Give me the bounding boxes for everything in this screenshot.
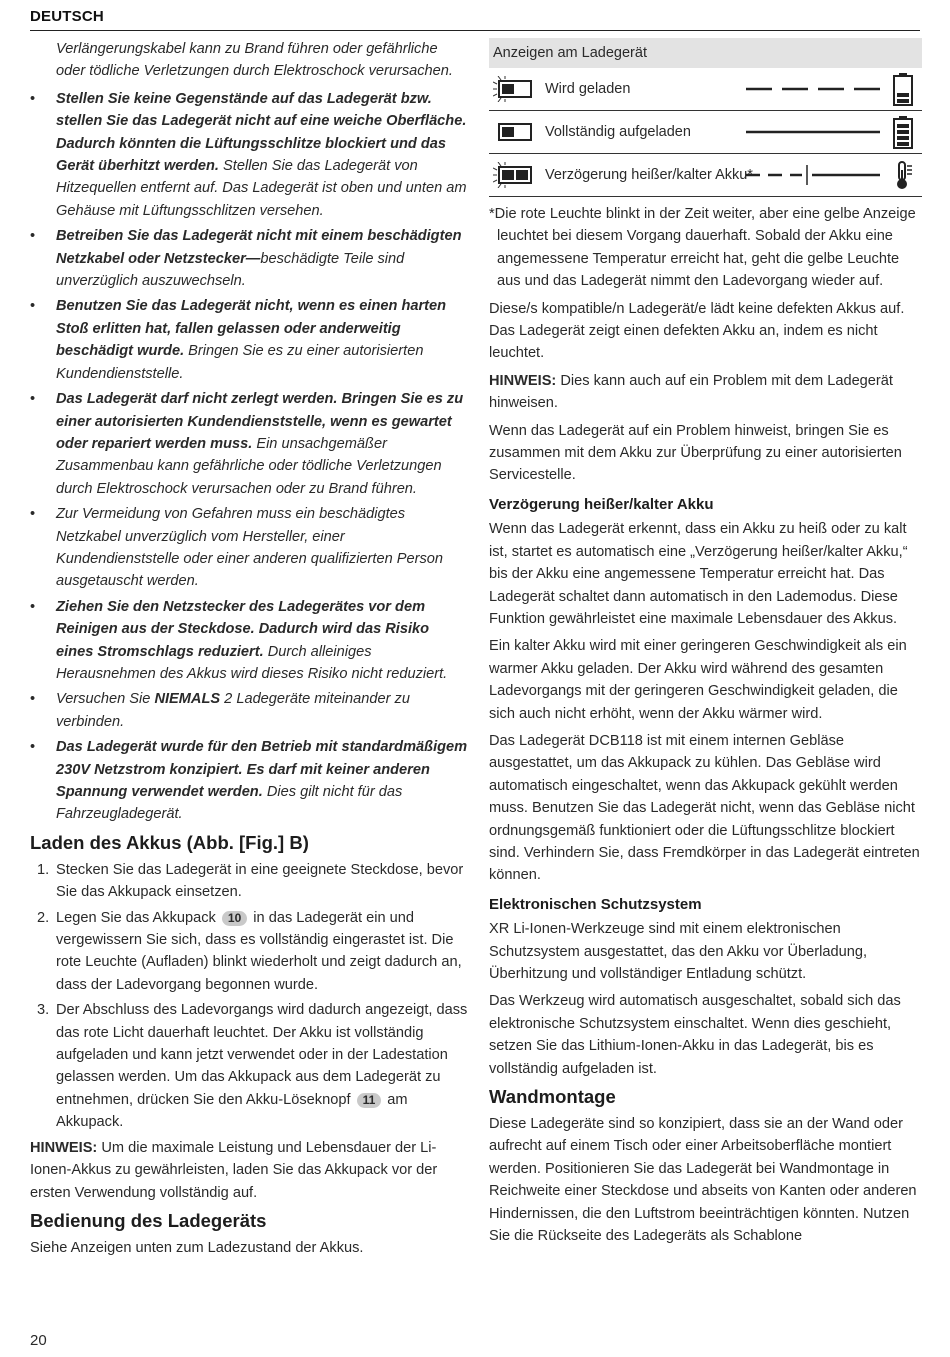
body-text: Versuchen Sie: [56, 691, 155, 708]
dash-solid-line-icon: [744, 162, 884, 188]
list-item: [30, 503, 468, 593]
step-number: 1.: [37, 861, 50, 878]
list-item: [30, 388, 468, 500]
subsection-heading: Elektronischen Schutzsystem: [489, 895, 702, 913]
bold-text: Betreiben Sie das Ladegerät nicht mit einem beschädigten Netzkabel oder Netzstecker—: [56, 228, 462, 267]
right-column: [489, 38, 922, 1252]
numbered-step: [30, 999, 468, 1133]
table-row: [489, 111, 922, 154]
body-text: Zur Vermeidung von Gefahren muss ein beschädigtes Netzkabel unverzüglich vom Hersteller, einer Kundendienststelle oder einer anderen qualifizierten Person ausgetauscht werden.: [56, 506, 443, 590]
blinking-light-icon: [493, 162, 533, 188]
language-label: DEUTSCH: [30, 8, 104, 25]
list-item: [30, 596, 468, 686]
indicator-table: [489, 38, 922, 197]
bold-text: Das Ladegerät darf nicht zerlegt werden. Bringen Sie es zu einer autorisierten Kundendienststelle, wenn es gewartet oder repariert werden muss.: [56, 391, 464, 452]
note-label: HINWEIS:: [30, 1139, 98, 1156]
battery-charging-icon: [891, 72, 915, 106]
bullet-icon: •: [30, 391, 36, 408]
paragraph: Diese/s kompatible/n Ladegerät/e lädt keine defekten Akkus auf. Das Ladegerät zeigt einen defekten Akku an, indem es nicht leuchtet.: [489, 300, 905, 362]
step-number: 2.: [37, 909, 50, 926]
indicator-label: Verzögerung heißer/kalter Akku*: [545, 167, 753, 183]
step-text: Der Abschluss des Ladevorgangs wird dadurch angezeigt, dass das rote Licht dauerhaft leuchtet. Der Akku ist vollständig aufgeladen und kann jetzt verwendet oder in der Ladestation gelassen werden. Um das Akkupack aus dem Ladegerät zu entnehmen, drücken Sie den Akku-Löseknopf: [56, 1002, 468, 1108]
body-text: Bringen Sie es zu einer autorisierten Kundendienststelle.: [56, 343, 424, 382]
indicator-label: Vollständig aufgeladen: [545, 124, 691, 140]
page-number: 20: [30, 1332, 47, 1349]
note-paragraph: [489, 370, 922, 415]
step-text: in das Ladegerät ein und vergewissern Sie sich, dass es vollständig eingerastet ist. Die rote Leuchte (Aufladen) blinkt wiederholt und zeigt dadurch an, dass der Ladevorgang begonnen wurde.: [56, 909, 462, 993]
numbered-step: [30, 859, 468, 904]
bullet-icon: •: [30, 598, 36, 615]
list-item: [30, 295, 468, 385]
bullet-icon: •: [30, 739, 36, 756]
indicator-label: Wird geladen: [545, 81, 631, 97]
table-row: [489, 68, 922, 111]
continued-text: Verlängerungskabel kann zu Brand führen oder gefährliche oder tödliche Verletzungen durch Elektroschock verursachen.: [56, 41, 453, 80]
bold-text: NIEMALS: [154, 691, 221, 708]
body-text: Durch alleiniges Herausnehmen des Akkus wird dieses Risiko nicht reduziert.: [56, 643, 448, 682]
body-text: 2 Ladegeräte miteinander zu verbinden.: [56, 691, 410, 730]
body-text: beschädigte Teile sind unverzüglich auszuwechseln.: [56, 250, 405, 290]
bullet-icon: •: [30, 90, 36, 107]
step-number: 3.: [37, 1002, 50, 1019]
step-text: Legen Sie das Akkupack: [56, 909, 220, 926]
subsection-heading: Verzögerung heißer/kalter Akku: [489, 495, 714, 513]
paragraph: Ein kalter Akku wird mit einer geringeren Geschwindigkeit als ein warmer Akku geladen. Der Akku wird während des gesamten Ladevorgangs mit der geringeren Geschwindigkeit geladen, die sich auch nicht erhöht, wenn der Akku wärmer wird.: [489, 638, 907, 722]
note-text: Um die maximale Leistung und Lebensdauer der Li-Ionen-Akkus zu gewährleisten, laden Sie das Akkupack vor der ersten Verwendung vollständig auf.: [30, 1139, 438, 1201]
list-item: [30, 736, 468, 826]
bold-text: Das Ladegerät wurde für den Betrieb mit standardmäßigem 230V Netzstrom konzipiert. Es darf mit keiner anderen Spannung verwendet werden.: [56, 739, 468, 800]
section-heading: Wandmontage: [489, 1086, 616, 1108]
bullet-icon: •: [30, 506, 36, 523]
callout-badge: 10: [222, 911, 247, 926]
thermometer-icon: [891, 158, 915, 192]
step-text: am Akkupack.: [56, 1091, 408, 1131]
bullet-icon: •: [30, 298, 36, 315]
numbered-step: [30, 907, 468, 997]
section-heading: Bedienung des Ladegeräts: [30, 1209, 267, 1231]
footnote: *Die rote Leuchte blinkt in der Zeit weiter, aber eine gelbe Anzeige leuchtet bei diesem Vorgang dauerhaft. Sobald der Akku eine angemessene Temperatur erreicht hat, geht die gelbe Leuchte aus und das Ladegerät nimmt den Ladevorgang wieder auf.: [489, 206, 916, 290]
bold-text: Benutzen Sie das Ladegerät nicht, wenn es einen harten Stoß erlitten hat, fallen gelassen oder anderweitig beschädigt wurde.: [56, 298, 447, 360]
paragraph: Das Ladegerät DCB118 ist mit einem internen Gebläse ausgestattet, um das Akkupack zu kühlen. Das Gebläse wird automatisch eingeschaltet, wenn das Akkupack gekühlt werden muss. Benutzen Sie das Ladegerät nicht, wenn das Gebläse nicht ordnungsgemäß funktioniert oder die Lüftungsschlitze blockiert sind. Verhindern Sie, dass Fremdkörper in das Ladegerät eintreten können.: [489, 732, 920, 884]
solid-line-icon: [744, 119, 884, 145]
paragraph: Diese Ladegeräte sind so konzipiert, dass sie an der Wand oder aufrecht auf einem Tisch oder einer Arbeitsoberfläche montiert werden. Positionieren Sie das Ladegerät bei Wandmontage in Reichweite einer Steckdose und abseits von Kanten oder anderen Hindernissen, die den Luftstrom beeinträchtigen könnten. Nutzen Sie die Rückseite des Ladegeräts als Schablone: [489, 1116, 917, 1245]
body-text: Dies gilt nicht für das Fahrzeugladegerät.: [56, 784, 403, 823]
list-item: [30, 88, 468, 222]
page-header: [30, 8, 920, 31]
bold-text: Stellen Sie keine Gegenstände auf das Ladegerät bzw. stellen Sie das Ladegerät nicht auf eine weiche Oberfläche. Dadurch könnten die Lüftungsschlitze blockiert und das Gerät überhitzt werden.: [56, 90, 467, 175]
paragraph: XR Li-Ionen-Werkzeuge sind mit einem elektronischen Schutzsystem ausgestattet, das den Akku vor Überladung, Überhitzung und vollständiger Entladung schützt.: [489, 921, 868, 982]
blinking-light-icon: [493, 76, 533, 102]
dashed-line-icon: [744, 76, 884, 102]
bold-text: Ziehen Sie den Netzstecker des Ladegerätes vor dem Reinigen aus der Steckdose. Dadurch wird das Risiko eines Stromschlags reduziert.: [56, 598, 430, 660]
note-paragraph: [30, 1137, 468, 1204]
paragraph: Wenn das Ladegerät erkennt, dass ein Akku zu heiß oder zu kalt ist, startet es automatisch eine „Verzögerung heißer/kalter Akku,“ bis der Akku eine angemessene Temperatur erreicht hat. Das Ladegerät schaltet dann automatisch in den Lademodus. Diese Funktion gewährleistet eine maximale Lebensdauer des Akkus.: [489, 521, 908, 627]
paragraph: Wenn das Ladegerät auf ein Problem hinweist, bringen Sie es zusammen mit dem Akku zur Überprüfung zu einer autorisierten Servicestelle.: [489, 422, 902, 484]
list-item: [30, 688, 468, 733]
steady-light-icon: [493, 119, 533, 145]
battery-full-icon: [891, 115, 915, 149]
paragraph: Das Werkzeug wird automatisch ausgeschaltet, sobald sich das elektronische Schutzsystem einschaltet. Wenn dies geschieht, setzen Sie das Lithium-Ionen-Akku in das Ladegerät, bis es vollständig aufgeladen ist.: [489, 993, 901, 1077]
bullet-icon: •: [30, 228, 36, 245]
section-heading: Laden des Akkus (Abb. [Fig.] B): [30, 831, 309, 853]
callout-badge: 11: [357, 1093, 382, 1108]
table-row: [489, 154, 922, 197]
left-column: [30, 38, 468, 1264]
body-text: Stellen Sie das Ladegerät von Hitzequellen entfernt auf. Das Ladegerät ist oben und unten am Gehäuse mit Lüftungsschlitzen versehen.: [56, 158, 467, 219]
paragraph: Siehe Anzeigen unten zum Ladezustand der Akkus.: [30, 1239, 364, 1256]
list-item: [30, 225, 468, 292]
body-text: Ein unsachgemäßer Zusammenbau kann gefährliche oder tödliche Verletzungen durch Elektroschock verursachen oder zu Brand führen.: [56, 435, 442, 497]
note-text: Dies kann auch auf ein Problem mit dem Ladegerät hinweisen.: [489, 372, 893, 412]
note-label: HINWEIS:: [489, 372, 557, 389]
bullet-icon: •: [30, 691, 36, 708]
step-text: Stecken Sie das Ladegerät in eine geeignete Steckdose, bevor Sie das Akkupack einsetzen.: [56, 861, 464, 901]
table-header: Anzeigen am Ladegerät: [489, 38, 922, 68]
